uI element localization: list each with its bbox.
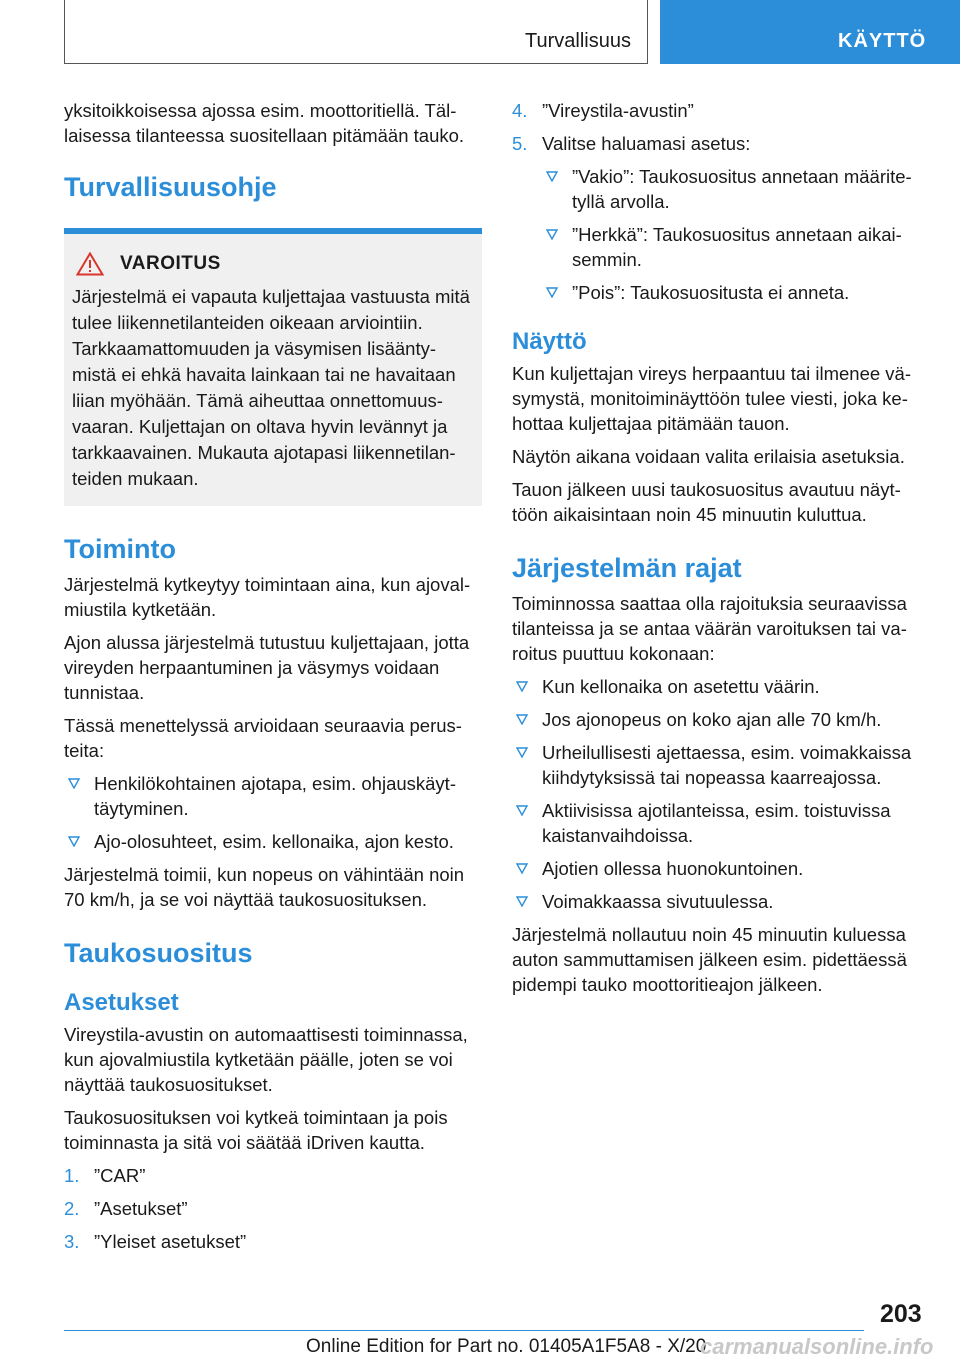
list-item: Ajo-olosuhteet, esim. kellonaika, ajon kesto. (64, 829, 482, 854)
left-column (64, 98, 482, 1262)
limitations-list (512, 674, 930, 914)
triangle-bullet-icon (68, 836, 80, 847)
heading-taukosuositus: Taukosuositus (64, 938, 253, 968)
list-item: ”Vakio”: Taukosuositus annetaan määrite-tyllä arvolla. (542, 164, 930, 214)
list-item: 2. ”Asetukset” (64, 1198, 188, 1219)
triangle-bullet-icon (516, 863, 528, 874)
warning-triangle-icon (76, 252, 104, 276)
list-item: 5. Valitse haluamasi asetus: (512, 133, 751, 154)
settings-steps-list-cont (512, 98, 930, 156)
triangle-bullet-icon (516, 747, 528, 758)
triangle-bullet-icon (546, 171, 558, 182)
list-item: Voimakkaassa sivutuulessa. (512, 889, 930, 914)
list-item: Ajotien ollessa huonokuntoinen. (512, 856, 930, 881)
naytto-paragraph-3: Tauon jälkeen uusi taukosuositus avautuu näyt-töön aikaisintaan noin 45 minuutin kuluttua. (512, 479, 901, 525)
heading-naytto: Näyttö (512, 328, 587, 355)
toiminto-paragraph-1: Järjestelmä kytkeytyy toimintaan aina, kun ajoval-miustila kytketään. (64, 574, 471, 620)
chapter-tab[interactable] (660, 0, 960, 64)
warning-box (64, 228, 482, 506)
header-section-box (64, 0, 648, 64)
list-item: Kun kellonaika on asetettu väärin. (512, 674, 930, 699)
triangle-bullet-icon (516, 896, 528, 907)
warning-text: Järjestelmä ei vapauta kuljettajaa vastuusta mitä tulee liikennetilanteiden oikeaan arviointiin. Tarkkaamattomuuden ja väsymisen lisäänty-mistä ei ehkä havaita lainkaan tai ne havaitaan liian myöhään. Tämä aiheuttaa onnettomuus-vaaran. Kuljettajan on oltava hyvin levännyt ja tarkkaavainen. Mukauta ajotapasi liikennetilan-teiden mukaan. (72, 286, 470, 489)
list-item: 3. ”Yleiset asetukset” (64, 1231, 247, 1252)
rajat-paragraph-1: Toiminnossa saattaa olla rajoituksia seuraavissa tilanteissa ja se antaa väärän varoituksen tai va-roitus puuttuu kokonaan: (512, 593, 907, 664)
toiminto-paragraph-4: Järjestelmä toimii, kun nopeus on vähintään noin 70 km/h, ja se voi näyttää taukosuosituksen. (64, 864, 465, 910)
list-item: Henkilökohtainen ajotapa, esim. ohjauskäyt-täytyminen. (64, 771, 482, 821)
list-item: Urheilullisesti ajettaessa, esim. voimakkaissa kiihdytyksissä tai nopeassa kaarreajossa. (512, 740, 930, 790)
triangle-bullet-icon (546, 287, 558, 298)
naytto-paragraph-2: Näytön aikana voidaan valita erilaisia asetuksia. (512, 446, 905, 467)
toiminto-paragraph-3: Tässä menettelyssä arvioidaan seuraavia perus-teita: (64, 715, 462, 761)
warning-title: VAROITUS (120, 253, 221, 274)
list-item: Jos ajonopeus on koko ajan alle 70 km/h. (512, 707, 930, 732)
intro-paragraph: yksitoikkoisessa ajossa esim. moottoritiellä. Täl-laisessa tilanteessa suositellaan pitämään tauko. (64, 100, 465, 146)
naytto-paragraph-1: Kun kuljettajan vireys herpaantuu tai ilmenee vä-symystä, monitoiminäyttöön tulee viesti, joka ke-hottaa kuljettajaa pitämään tauon. (512, 363, 912, 434)
triangle-bullet-icon (546, 229, 558, 240)
triangle-bullet-icon (68, 778, 80, 789)
heading-jarjestelman-rajat: Järjestelmän rajat (512, 553, 742, 583)
heading-turvallisuusohje: Turvallisuusohje (64, 172, 277, 202)
settings-steps-list (64, 1163, 482, 1254)
triangle-bullet-icon (516, 805, 528, 816)
triangle-bullet-icon (516, 714, 528, 725)
right-column (512, 98, 930, 1005)
header-section-title: Turvallisuus (525, 30, 631, 52)
watermark: carmanualsonline.info (700, 1334, 934, 1359)
criteria-list (64, 771, 482, 854)
footer-edition: Online Edition for Part no. 01405A1F5A8 - X/20 (306, 1336, 707, 1357)
footer-divider (64, 1330, 864, 1331)
warning-header (72, 252, 474, 276)
option-list (542, 164, 930, 305)
asetukset-paragraph-1: Vireystila-avustin on automaattisesti toiminnassa, kun ajovalmiustila kytketään päälle, joten se voi näyttää taukosuositukset. (64, 1024, 468, 1095)
list-item: 4. ”Vireystila-avustin” (512, 100, 694, 121)
page-number: 203 (880, 1300, 922, 1328)
heading-toiminto: Toiminto (64, 534, 176, 564)
heading-asetukset: Asetukset (64, 989, 179, 1016)
toiminto-paragraph-2: Ajon alussa järjestelmä tutustuu kuljettajaan, jotta vireyden herpaantuminen ja väsymys voidaan tunnistaa. (64, 632, 470, 703)
asetukset-paragraph-2: Taukosuosituksen voi kytkeä toimintaan ja pois toiminnasta ja sitä voi säätää iDriven kautta. (64, 1107, 448, 1153)
rajat-paragraph-2: Järjestelmä nollautuu noin 45 minuutin kuluessa auton sammuttamisen jälkeen esim. pidettäessä pidempi tauko moottoritieajon jälkeen. (512, 924, 907, 995)
list-item: Aktiivisissa ajotilanteissa, esim. toistuvissa kaistanvaihdoissa. (512, 798, 930, 848)
list-item: ”Pois”: Taukosuositusta ei anneta. (542, 280, 930, 305)
list-item: ”Herkkä”: Taukosuositus annetaan aikai-semmin. (542, 222, 930, 272)
list-item: 1. ”CAR” (64, 1165, 146, 1186)
chapter-tab-label: KÄYTTÖ (838, 30, 927, 52)
triangle-bullet-icon (516, 681, 528, 692)
